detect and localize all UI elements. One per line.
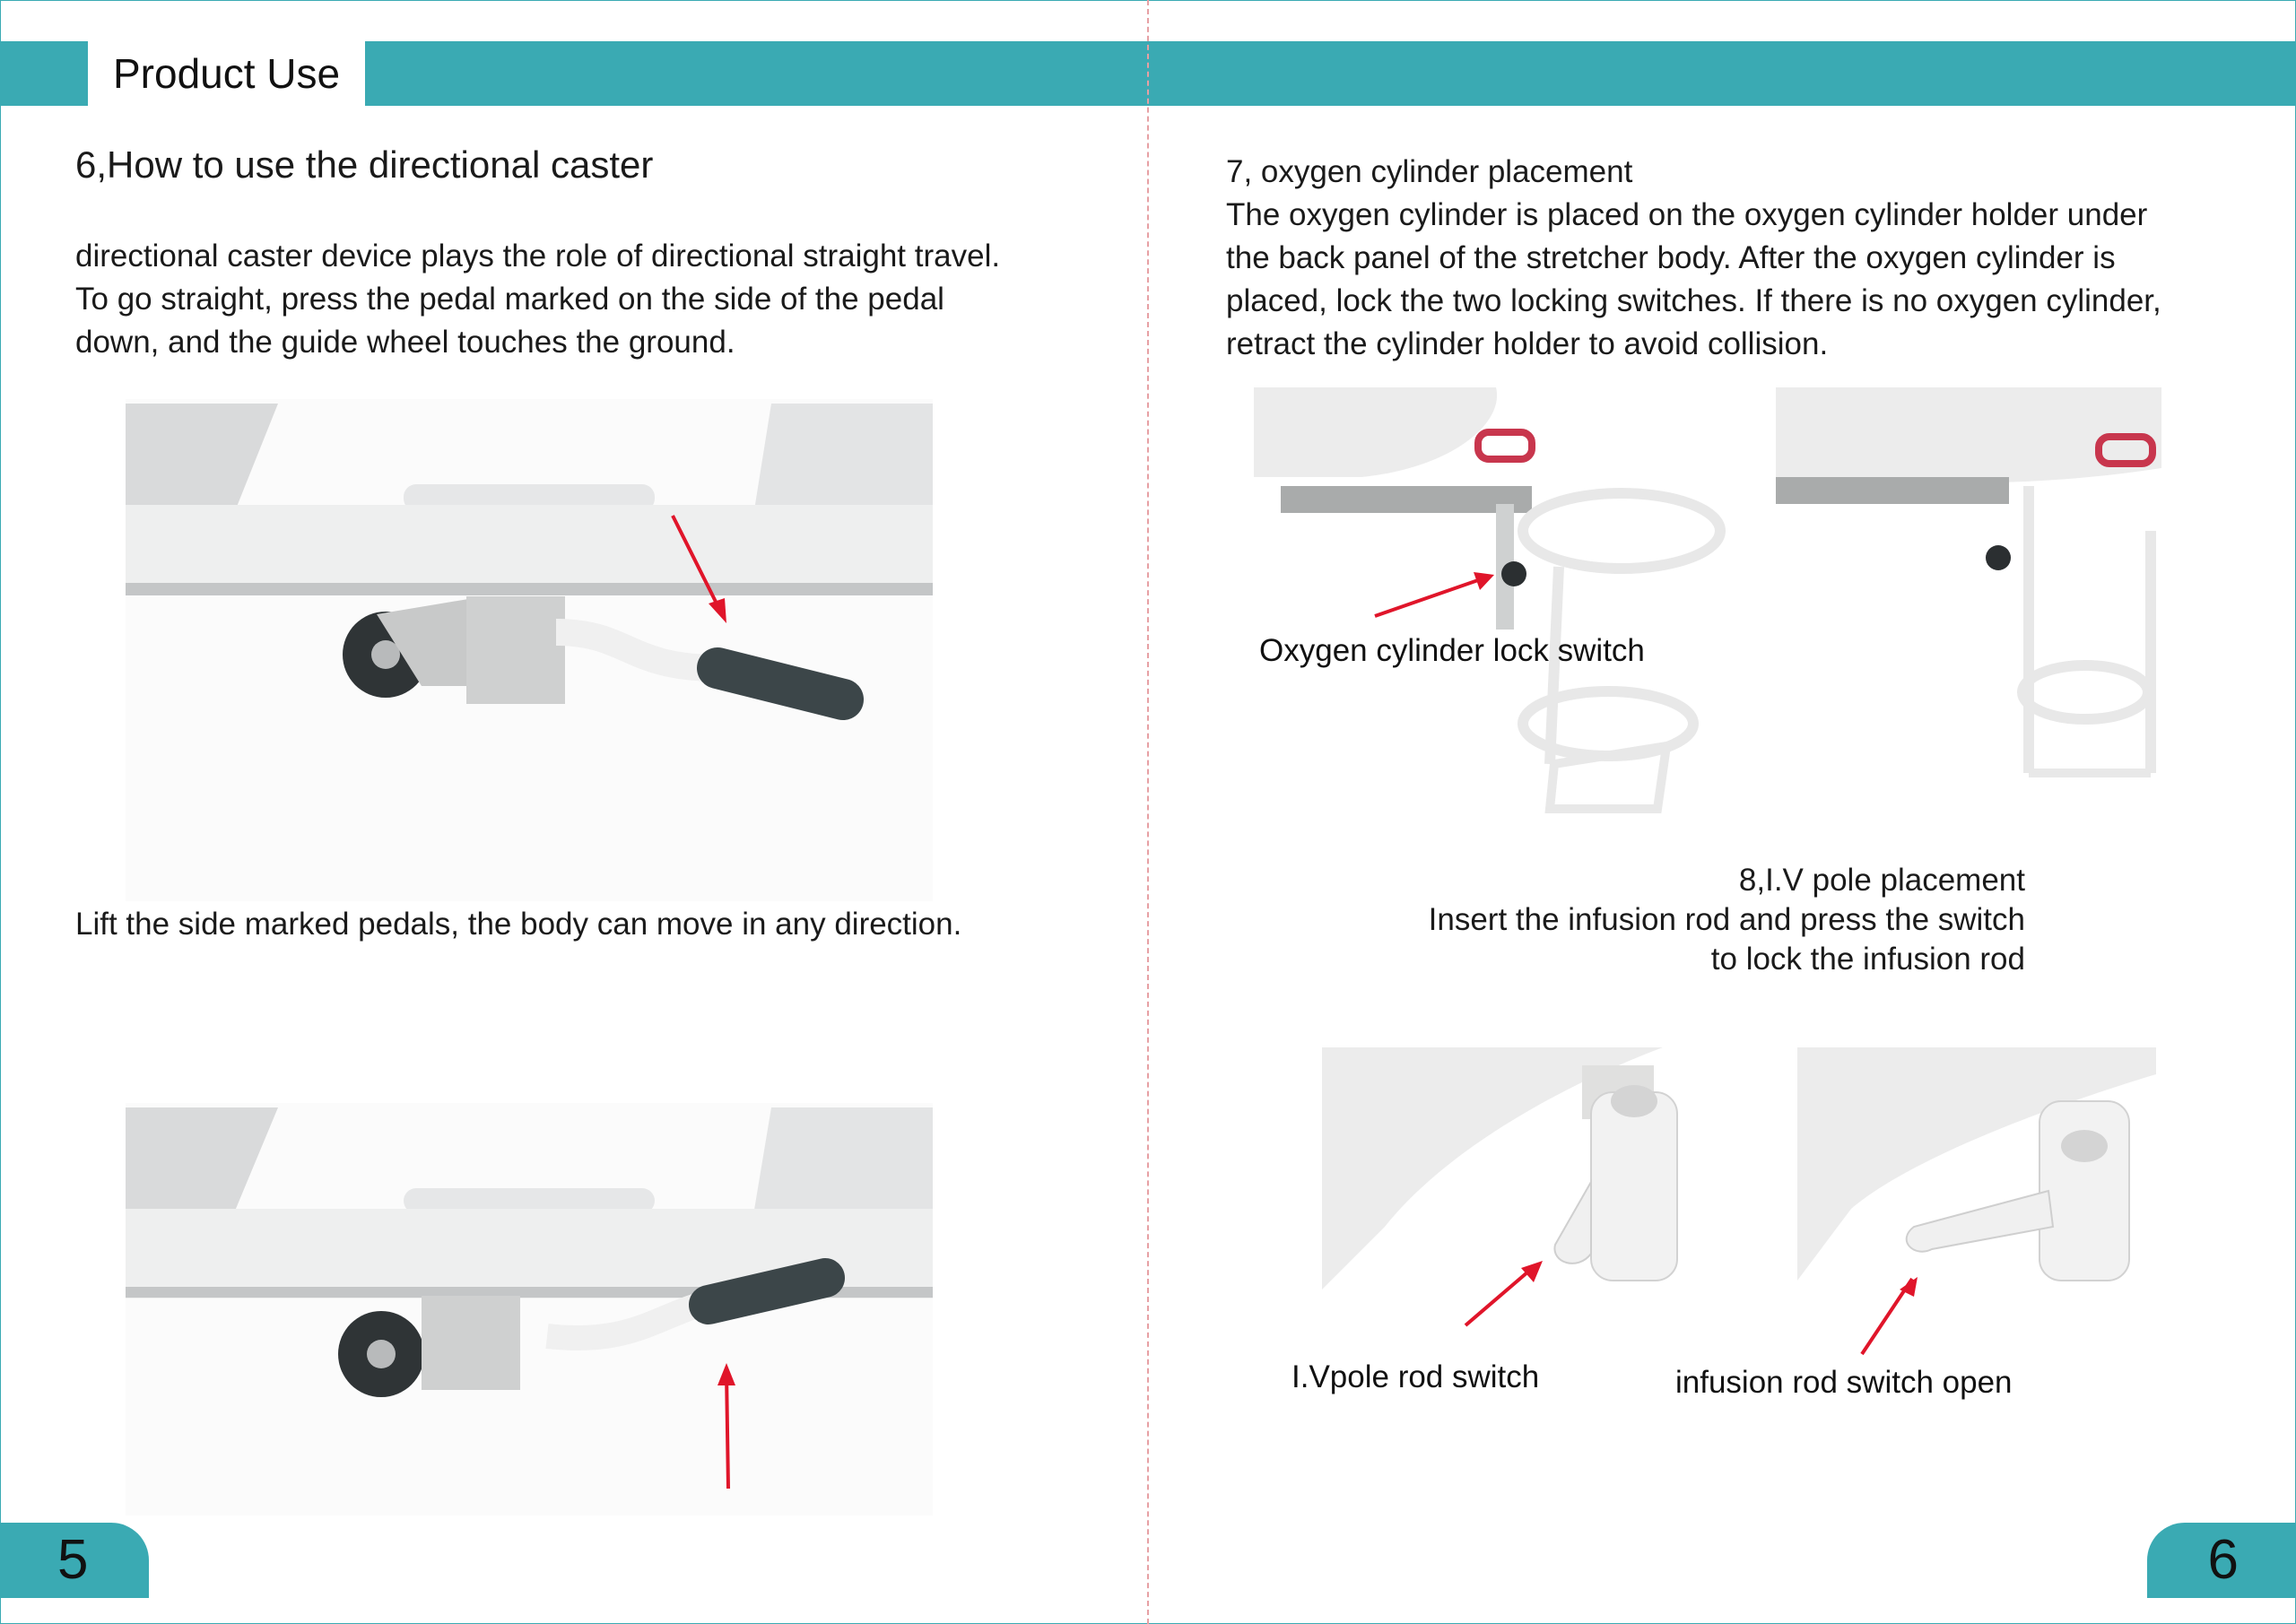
oxygen-lock-switch-label: Oxygen cylinder lock switch	[1259, 633, 1645, 668]
section7-line-4: retract the cylinder holder to avoid collision.	[1226, 326, 1829, 361]
section7-line-2: the back panel of the stretcher body. After the oxygen cylinder is	[1226, 240, 2116, 275]
page-number-left: 5	[0, 1523, 149, 1598]
lift-pedals-text: Lift the side marked pedals, the body can move in any direction.	[75, 907, 962, 942]
caster-pedal-pressed-photo	[126, 399, 933, 901]
section7-line-1: The oxygen cylinder is placed on the oxygen cylinder holder under	[1226, 197, 2148, 232]
red-arrow	[1465, 1261, 1543, 1325]
caster-pedal-released-photo	[126, 1103, 933, 1515]
iv-pole-rod-switch-label: I.Vpole rod switch	[1292, 1359, 1540, 1394]
section8-title: 8,I.V pole placement	[1738, 863, 2025, 898]
section7-title: 7, oxygen cylinder placement	[1226, 154, 1633, 189]
header-title: Product Use	[88, 41, 365, 106]
section6-line-2: To go straight, press the pedal marked on the side of the pedal	[75, 282, 944, 317]
section6-line-1: directional caster device plays the role of directional straight travel.	[75, 239, 1001, 274]
red-arrow	[1375, 572, 1494, 616]
infusion-rod-switch-open-label: infusion rod switch open	[1675, 1365, 2013, 1400]
iv-switch-closed-photo	[1322, 1047, 1708, 1316]
page-number-right: 6	[2147, 1523, 2296, 1598]
section8-line-1: Insert the infusion rod and press the switch	[1428, 902, 2025, 937]
section6-title: 6,How to use the directional caster	[75, 143, 654, 186]
section7-line-3: placed, lock the two locking switches. If there is no oxygen cylinder,	[1226, 283, 2161, 318]
section8-line-2: to lock the infusion rod	[1710, 942, 2025, 977]
iv-switch-open-photo	[1797, 1047, 2156, 1281]
section6-line-3: down, and the guide wheel touches the ground.	[75, 325, 735, 360]
oxygen-holder-retracted-photo	[1776, 387, 2170, 791]
page-divider	[1147, 0, 1149, 1624]
oxygen-holder-extended-photo	[1254, 387, 1738, 827]
